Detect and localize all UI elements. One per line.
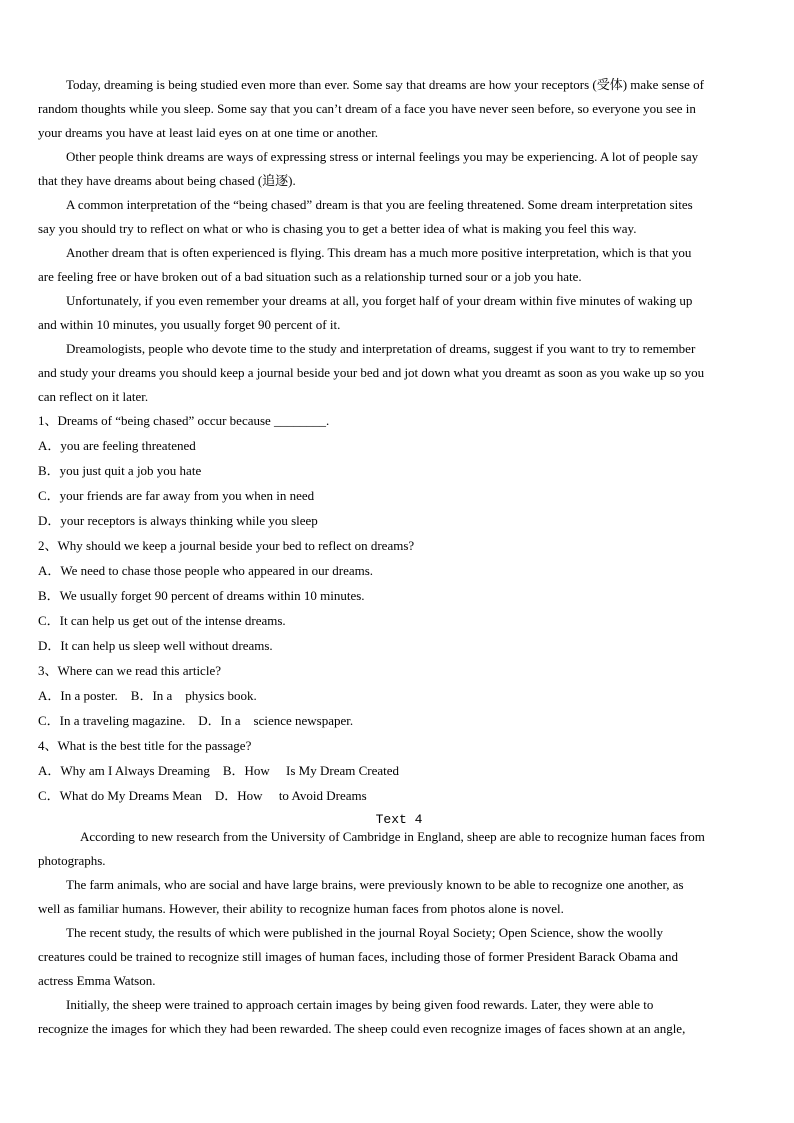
text-line: are feeling free or have broken out of a bad situation such as a relationship turned sour or a job you hate. xyxy=(38,269,582,284)
text-line: The recent study, the results of which were published in the journal Royal Society; Open Science, show the woolly xyxy=(66,925,664,940)
text-line: and within 10 minutes, you usually forget 90 percent of it. xyxy=(38,317,341,332)
answer-option: A．We need to chase those people who appeared in our dreams. xyxy=(38,563,374,578)
paragraph xyxy=(38,340,760,412)
answer-option: D．your receptors is always thinking while you sleep xyxy=(38,513,318,528)
question-stem: 1、Dreams of “being chased” occur because ________. xyxy=(38,413,330,428)
section-heading: Text 4 xyxy=(375,812,423,827)
text-line: random thoughts while you sleep. Some say that you can’t dream of a face you have never seen before, so everyone you see in xyxy=(38,101,696,116)
text4-passage xyxy=(38,828,760,1044)
paragraph xyxy=(38,196,760,244)
text-line: well as familiar humans. However, their ability to recognize human faces from photos alone is novel. xyxy=(38,901,564,916)
paragraph xyxy=(38,924,760,996)
question-list xyxy=(38,412,760,812)
paragraph xyxy=(38,828,760,876)
paragraph xyxy=(38,148,760,196)
answer-option: C．In a traveling magazine. D．In a science newspaper. xyxy=(38,713,354,728)
question-stem: 4、What is the best title for the passage? xyxy=(38,738,252,753)
answer-option: D．It can help us sleep well without dreams. xyxy=(38,638,273,653)
text-line: The farm animals, who are social and have large brains, were previously known to be able to recognize one another, as xyxy=(66,877,684,892)
text-line: recognize the images for which they had been rewarded. The sheep could even recognize images of faces shown at an angle, xyxy=(38,1021,686,1036)
answer-option: B．We usually forget 90 percent of dreams within 10 minutes. xyxy=(38,588,365,603)
question-stem: 3、Where can we read this article? xyxy=(38,663,221,678)
text-line: A common interpretation of the “being chased” dream is that you are feeling threatened. Some dream interpretation sites xyxy=(66,197,693,212)
paragraph xyxy=(38,76,760,148)
paragraph xyxy=(38,876,760,924)
text-line: Dreamologists, people who devote time to the study and interpretation of dreams, suggest if you want to try to remember xyxy=(66,341,696,356)
text-line: and study your dreams you should keep a journal beside your bed and jot down what you dreamt as soon as you wake up so you xyxy=(38,365,705,380)
answer-option: C．What do My Dreams Mean D．How to Avoid Dreams xyxy=(38,788,367,803)
text-line: photographs. xyxy=(38,853,106,868)
answer-option: B．you just quit a job you hate xyxy=(38,463,202,478)
question-stem: 2、Why should we keep a journal beside your bed to reflect on dreams? xyxy=(38,538,415,553)
document-page xyxy=(38,76,760,1044)
answer-option: C．your friends are far away from you when in need xyxy=(38,488,315,503)
text-line: can reflect on it later. xyxy=(38,389,149,404)
reading-passage xyxy=(38,76,760,412)
text-line: According to new research from the University of Cambridge in England, sheep are able to recognize human faces from xyxy=(80,829,705,844)
text-line: actress Emma Watson. xyxy=(38,973,156,988)
text-line: Other people think dreams are ways of expressing stress or internal feelings you may be experiencing. A lot of people say xyxy=(66,149,699,164)
paragraph xyxy=(38,244,760,292)
text-line: Today, dreaming is being studied even more than ever. Some say that dreams are how your receptors (受体) make sense of xyxy=(66,77,704,92)
text-line: Initially, the sheep were trained to approach certain images by being given food rewards. Later, they were able to xyxy=(66,997,654,1012)
text-line: that they have dreams about being chased (追逐). xyxy=(38,173,296,188)
answer-option: C．It can help us get out of the intense dreams. xyxy=(38,613,286,628)
answer-option: A．you are feeling threatened xyxy=(38,438,196,453)
text-line: Another dream that is often experienced is flying. This dream has a much more positive interpretation, which is that you xyxy=(66,245,692,260)
answer-option: A．Why am I Always Dreaming B．How Is My Dream Created xyxy=(38,763,400,778)
text-line: Unfortunately, if you even remember your dreams at all, you forget half of your dream within five minutes of waking up xyxy=(66,293,693,308)
paragraph xyxy=(38,292,760,340)
answer-option: A．In a poster. B．In a physics book. xyxy=(38,688,257,703)
text-line: creatures could be trained to recognize still images of human faces, including those of former President Barack Obama and xyxy=(38,949,679,964)
text-line: your dreams you have at least laid eyes on at one time or another. xyxy=(38,125,379,140)
paragraph xyxy=(38,996,760,1044)
text-line: say you should try to reflect on what or who is chasing you to get a better idea of what is making you feel this way. xyxy=(38,221,637,236)
